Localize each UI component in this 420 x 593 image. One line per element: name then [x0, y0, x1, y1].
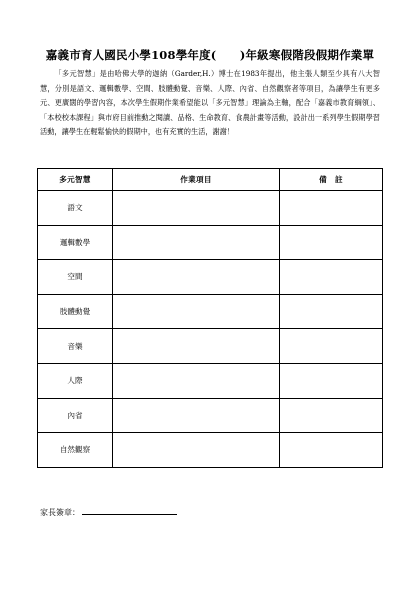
- remarks-cell[interactable]: [280, 260, 383, 295]
- table-header-row: [38, 169, 383, 191]
- homework-table: [37, 168, 383, 468]
- header-intelligence: 多元智慧: [38, 169, 113, 191]
- header-remarks: 備 註: [280, 169, 383, 191]
- assignment-cell[interactable]: [113, 225, 280, 260]
- remarks-cell[interactable]: [280, 191, 383, 226]
- table-row: [38, 260, 383, 295]
- assignment-cell[interactable]: [113, 433, 280, 468]
- intelligence-cell: 語文: [38, 191, 113, 226]
- remarks-cell[interactable]: [280, 294, 383, 329]
- intelligence-cell: 空間: [38, 260, 113, 295]
- table-row: [38, 329, 383, 364]
- table-row: [38, 294, 383, 329]
- remarks-cell[interactable]: [280, 398, 383, 433]
- intelligence-cell: 邏輯數學: [38, 225, 113, 260]
- assignment-cell[interactable]: [113, 191, 280, 226]
- remarks-cell[interactable]: [280, 433, 383, 468]
- document-title: 嘉義市育人國民小學108學年度( )年級寒假階段假期作業單: [45, 48, 375, 62]
- assignment-cell[interactable]: [113, 329, 280, 364]
- signature-label: 家長簽章：: [40, 508, 80, 517]
- intelligence-cell: 自然觀察: [38, 433, 113, 468]
- remarks-cell[interactable]: [280, 329, 383, 364]
- assignment-cell[interactable]: [113, 363, 280, 398]
- table-row: [38, 363, 383, 398]
- intro-text: 「多元智慧」是由哈佛大學的迦納（Garder,H.）博士在1983年提出，他主張人類至少具有八大智慧，分別是語文、邏輯數學、空間、肢體動覺、音樂、人際、內省、自然觀察者等項目，為讓學生有更多元、更廣闊的學習內容，本次學生假期作業希望能以「多元智慧」理論為主軸，配合「嘉義市教育綱領」、「本校校本課程」與市府目前推動之閱讀、品格、生命教育、食農計畫等活動，設計出一系列學生假期學習活動，讓學生在輕鬆愉快的假期中，也有充實的生活，謝謝！: [40, 69, 380, 137]
- parent-signature: [40, 505, 177, 518]
- table-row: [38, 225, 383, 260]
- signature-line[interactable]: [82, 505, 177, 515]
- intelligence-cell: 肢體動覺: [38, 294, 113, 329]
- intelligence-cell: 音樂: [38, 329, 113, 364]
- table-row: [38, 433, 383, 468]
- assignment-cell[interactable]: [113, 294, 280, 329]
- assignment-cell[interactable]: [113, 260, 280, 295]
- remarks-cell[interactable]: [280, 363, 383, 398]
- header-assignment: 作業項目: [113, 169, 280, 191]
- table-row: [38, 398, 383, 433]
- intro-paragraph: [40, 67, 380, 140]
- table-row: [38, 191, 383, 226]
- remarks-cell[interactable]: [280, 225, 383, 260]
- intelligence-cell: 內省: [38, 398, 113, 433]
- intelligence-cell: 人際: [38, 363, 113, 398]
- assignment-cell[interactable]: [113, 398, 280, 433]
